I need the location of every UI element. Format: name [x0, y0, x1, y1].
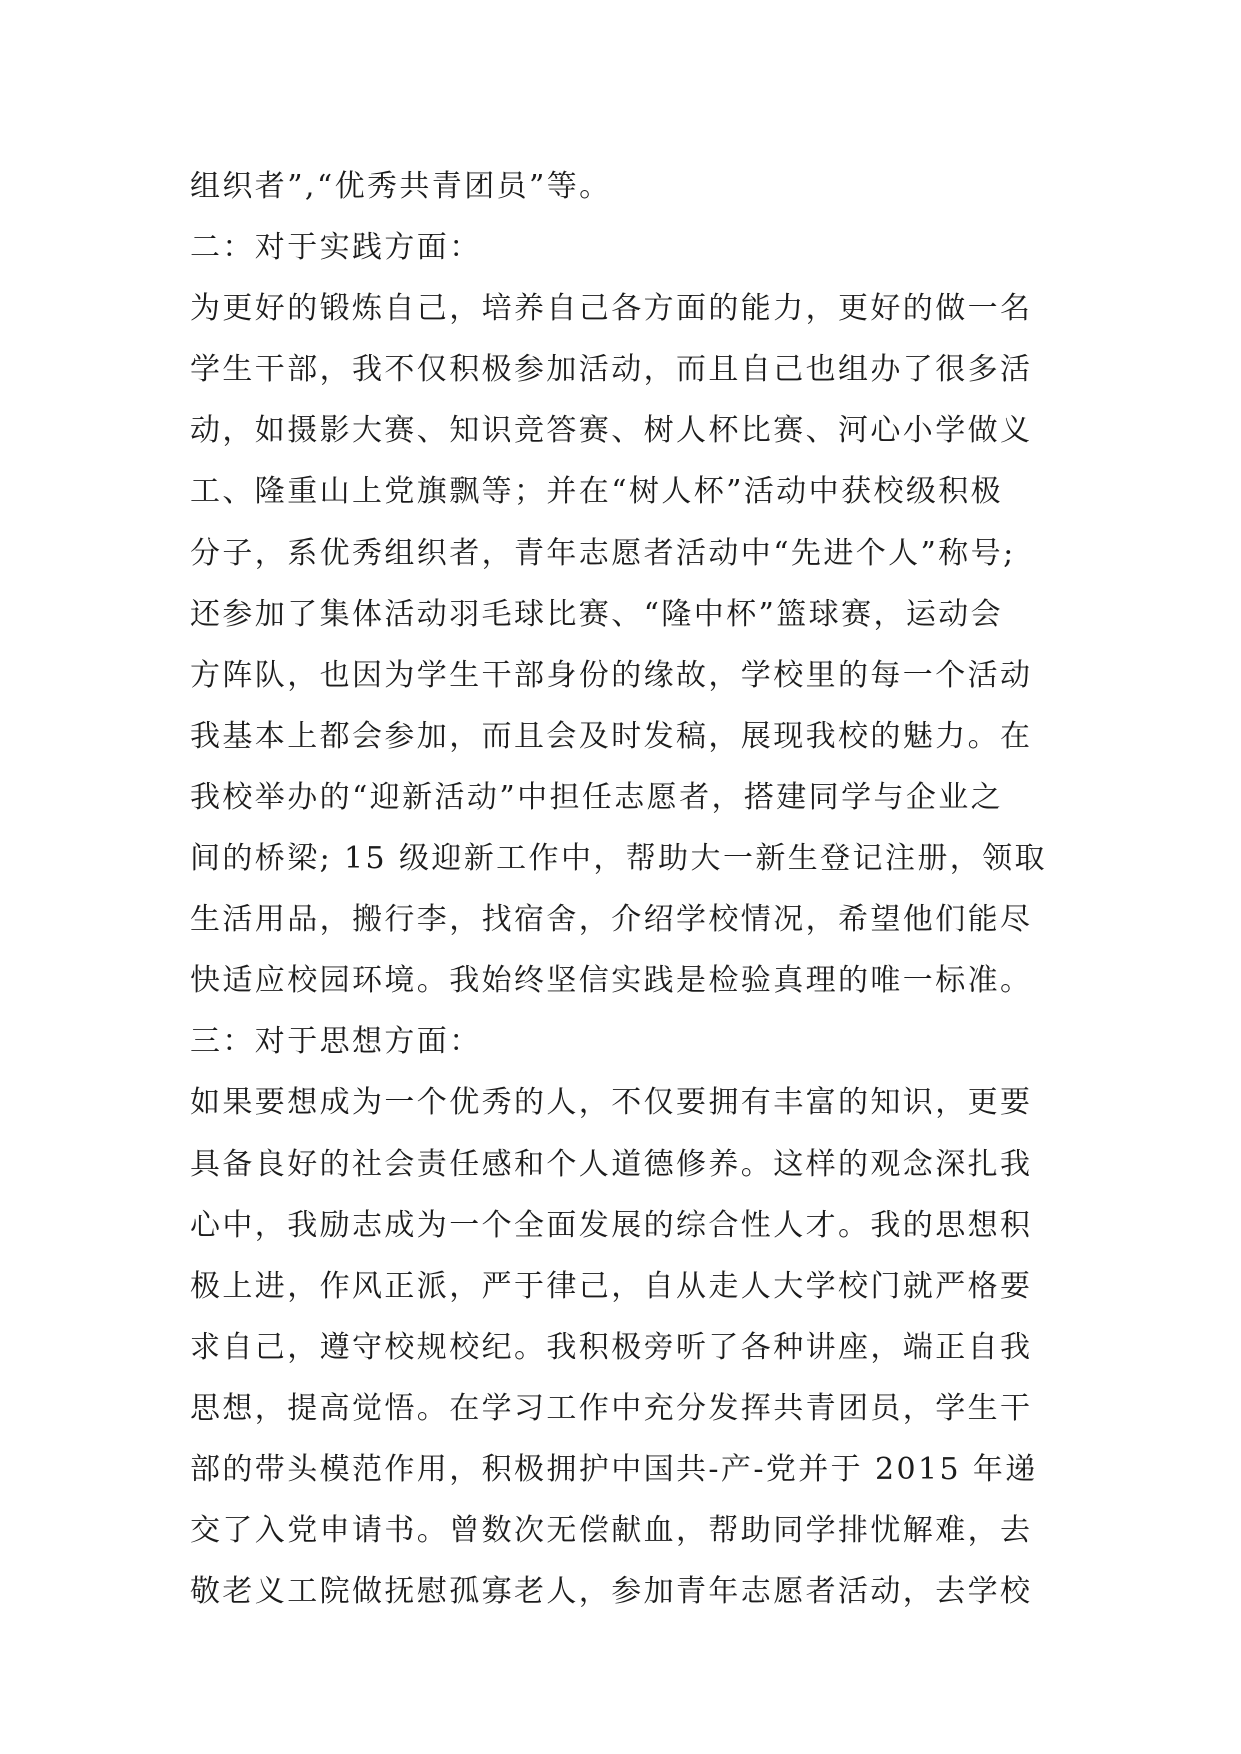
text-line: 敬老义工院做抚慰孤寡老人，参加青年志愿者活动，去学校: [190, 1574, 1033, 1610]
text-line: 生活用品，搬行李，找宿舍，介绍学校情况，希望他们能尽: [190, 902, 1033, 938]
text-line: 部的带头模范作用，积极拥护中国共-产-党并于 2015 年递: [190, 1451, 1038, 1487]
text-line: 间的桥梁; 15 级迎新工作中，帮助大一新生登记注册，领取: [190, 841, 1047, 877]
text-line: 我基本上都会参加，而且会及时发稿，展现我校的魅力。在: [190, 718, 1033, 754]
document-body: [190, 156, 1060, 1622]
text-line: 快适应校园环境。我始终坚信实践是检验真理的唯一标准。: [190, 963, 1033, 999]
text-line: 我校举办的“迎新活动”中担任志愿者，搭建同学与企业之: [190, 779, 1004, 815]
text-line: 分子，系优秀组织者，青年志愿者活动中“先进个人”称号;: [190, 535, 1016, 571]
text-line: 动，如摄影大赛、知识竞答赛、树人杯比赛、河心小学做义: [190, 413, 1033, 449]
text-line: 学生干部，我不仅积极参加活动，而且自己也组办了很多活: [190, 352, 1033, 388]
section-heading-practice: 二：对于实践方面：: [190, 230, 482, 266]
text-line: 工、隆重山上党旗飘等；并在“树人杯”活动中获校级积极: [190, 474, 1004, 510]
text-line: 心中，我励志成为一个全面发展的综合性人才。我的思想积: [190, 1207, 1033, 1243]
text-line: 具备良好的社会责任感和个人道德修养。这样的观念深扎我: [190, 1146, 1033, 1182]
text-line: 极上进，作风正派，严于律己，自从走人大学校门就严格要: [190, 1268, 1033, 1304]
text-line: 思想，提高觉悟。在学习工作中充分发挥共青团员，学生干: [190, 1390, 1033, 1426]
text-line: 为更好的锻炼自己，培养自己各方面的能力，更好的做一名: [190, 291, 1033, 327]
text-line: 如果要想成为一个优秀的人，不仅要拥有丰富的知识，更要: [190, 1085, 1033, 1121]
text-line: 组织者”,“优秀共青团员”等。: [190, 169, 612, 204]
text-line: 方阵队，也因为学生干部身份的缘故，学校里的每一个活动: [190, 657, 1033, 693]
text-line: 求自己，遵守校规校纪。我积极旁听了各种讲座，端正自我: [190, 1329, 1033, 1365]
section-heading-thought: 三：对于思想方面：: [190, 1024, 482, 1060]
text-line: 交了入党申请书。曾数次无偿献血，帮助同学排忧解难，去: [190, 1513, 1033, 1549]
text-line: 还参加了集体活动羽毛球比赛、“隆中杯”篮球赛，运动会: [190, 596, 1004, 632]
